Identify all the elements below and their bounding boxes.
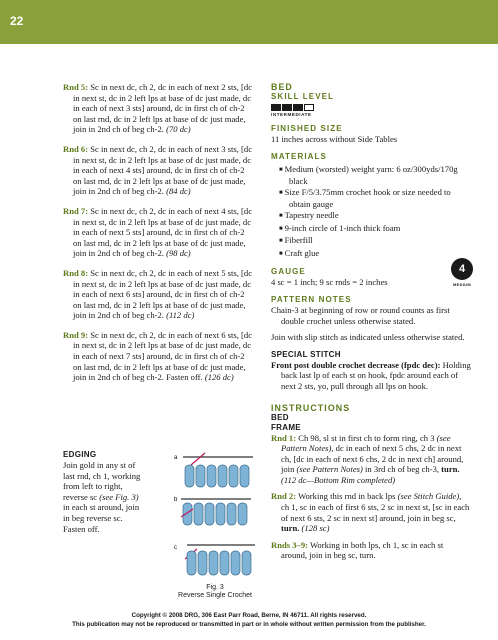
skill-level-text: INTERMEDIATE xyxy=(271,112,312,117)
round-text: Sc in next dc, ch 2, dc in each of next 3 sts, [dc in next st, dc in 2 left lps at base of dc just made, dc in each of next 4 sts] around, dc in first ch of ch-2 on last rnd, dc in 2 left lps at base of dc just made, join in 2nd ch of beg ch-2. xyxy=(73,143,253,197)
frame-subheading: FRAME xyxy=(271,422,301,432)
permission-line: This publication may not be reproduced or transmitted in part or in whole without written permission from the publisher. xyxy=(72,620,426,628)
skill-box-filled xyxy=(282,104,292,111)
round-label: Rnd 1: xyxy=(271,432,297,443)
copyright-footer xyxy=(0,612,498,629)
round-count: (98 dc) xyxy=(166,248,191,259)
round-text: Working this rnd in back lps xyxy=(296,491,398,502)
stitches-a xyxy=(185,465,249,487)
yarn-weight-icon: 4 xyxy=(451,258,473,280)
round-label: Rnd 8: xyxy=(63,267,89,278)
bed-title: BED xyxy=(271,82,293,92)
round-5 xyxy=(63,82,255,135)
skill-box-filled xyxy=(293,104,303,111)
figure-caption-sub: Reverse Single Crochet xyxy=(178,592,252,599)
round-count: (70 dc) xyxy=(166,124,191,135)
round-text: Sc in next dc, ch 2, dc in each of next 6 sts, [dc in next st, dc in 2 left lps at base of dc just made, dc in each of next 7 sts] around, dc in first ch of ch-2 on last rnd, dc in 2 left lps at base of dc just made, join in 2nd ch of beg ch-2. Fasten off. xyxy=(73,329,253,383)
special-stitch-name: Front post double crochet decrease (fpdc dec): xyxy=(271,359,441,370)
materials-list xyxy=(271,164,471,261)
round-text: Working in both lps, ch 1, sc in each st around, join in beg sc, turn. xyxy=(281,539,444,561)
special-stitch-desc: Holding back last lp of each st on hook, fpdc around each of next 2 sts, yo, pull through all lps on hook. xyxy=(281,359,471,391)
round-label: Rnd 7: xyxy=(63,205,89,216)
right-column xyxy=(271,82,471,570)
round-label: Rnd 9: xyxy=(63,329,89,340)
round-9 xyxy=(63,330,255,383)
list-item: ■ Craft glue xyxy=(271,248,471,261)
page-header-bar xyxy=(0,0,498,44)
skill-level-meter xyxy=(271,104,471,111)
edging-section xyxy=(63,450,143,534)
round-7 xyxy=(63,206,255,259)
finished-size-text: 11 inches across without Side Tables xyxy=(271,134,398,144)
special-stitch-heading: SPECIAL STITCH xyxy=(271,349,341,359)
round-count: (84 dc) xyxy=(166,186,191,197)
left-column xyxy=(63,82,255,392)
round-text: in 3rd ch of beg ch-3, xyxy=(362,464,442,475)
round-ref: (see Pattern Notes) xyxy=(281,432,451,454)
round-count: (112 dc) xyxy=(166,310,195,321)
pattern-notes-heading: PATTERN NOTES xyxy=(271,294,352,304)
edging-text xyxy=(63,460,143,534)
edging-text-b: in each st around, join in beg reverse sc. Fasten off. xyxy=(63,502,140,534)
round-label: Rnd 5: xyxy=(63,82,89,92)
round-text: , dc in each of next 5 chs, 2 dc in next ch, [dc in each of next 6 chs, 2 dc in next ch] around, join xyxy=(281,443,464,475)
stitches-b xyxy=(183,503,247,525)
special-stitch-text xyxy=(271,360,471,392)
round-text: Sc in next dc, ch 2, dc in each of next 5 sts, [dc in next st, dc in 2 left lps at base of dc just made, dc in each of next 6 sts] around, dc in first ch of ch-2 on last rnd, dc in 2 left lps at base of dc just made, join in 2nd ch of beg ch-2. xyxy=(73,267,253,321)
round-count: (128 sc) xyxy=(299,523,330,534)
fig-label-b: b xyxy=(174,497,178,503)
instructions-heading: INSTRUCTIONS xyxy=(271,402,351,413)
round-2 xyxy=(271,491,471,533)
skill-level-heading: SKILL LEVEL xyxy=(271,92,335,101)
round-count: (112 dc—Bottom Rim completed) xyxy=(281,474,396,485)
fig-label-c: c xyxy=(174,545,177,551)
figure-3-illustration xyxy=(173,451,257,586)
figure-caption xyxy=(160,584,270,600)
list-item: ■ Fiberfill xyxy=(271,235,471,248)
round-6 xyxy=(63,144,255,197)
round-turn: turn. xyxy=(441,464,460,475)
fig-label-a: a xyxy=(174,455,178,461)
list-item: ■ Tapestry needle xyxy=(271,210,471,223)
round-ref: (see Pattern Notes) xyxy=(296,464,363,475)
round-label: Rnds 3–9: xyxy=(271,539,309,550)
page-number: 22 xyxy=(10,14,24,28)
round-text: Ch 98, sl st in first ch to form ring, ch 3 xyxy=(296,432,437,443)
round-text: Sc in next dc, ch 2, dc in each of next 2 sts, [dc in next st, dc in 2 left lps at base of dc just made, dc in each of next 3 sts] around, dc in first ch of ch-2 on last rnd, dc in 2 left lps at base of dc just made, join in 2nd ch of beg ch-2. xyxy=(73,82,253,135)
figure-caption-title: Fig. 3 xyxy=(206,584,224,591)
edging-text-a: Join gold in any st of last rnd, ch 1, working from left to right, reverse sc xyxy=(63,460,141,502)
stitches-c xyxy=(187,551,251,575)
materials-heading: MATERIALS xyxy=(271,151,327,161)
round-text: Sc in next dc, ch 2, dc in each of next 4 sts, [dc in next st, dc in 2 left lps at base of dc just made, dc in each of next 5 sts] around, dc in first ch of ch-2 on last rnd, dc in 2 left lps at base of dc just made, join in 2nd ch of beg ch-2. xyxy=(73,205,253,259)
pattern-note: Join with slip stitch as indicated unless otherwise stated. xyxy=(271,332,465,343)
round-turn: turn. xyxy=(281,523,300,534)
yarn-weight-label: MEDIUM xyxy=(452,282,472,287)
round-text: , ch 1, sc in each of first 6 sts, 2 sc in next st, [sc in each of next 6 sts, 2 sc in next st] around, join in beg sc, xyxy=(281,491,470,523)
arrow xyxy=(191,453,205,465)
rounds-3-9 xyxy=(271,540,471,561)
pattern-note: Chain-3 at beginning of row or round counts as first double crochet unless otherwise stated. xyxy=(271,304,450,326)
skill-box-filled xyxy=(271,104,281,111)
gauge-heading: GAUGE xyxy=(271,267,306,277)
edging-fig-ref: (see Fig. 3) xyxy=(99,491,139,502)
round-ref: (see Stitch Guide) xyxy=(397,491,460,502)
round-label: Rnd 6: xyxy=(63,143,89,154)
list-item: ■ Size F/5/3.75mm crochet hook or size needed to obtain gauge xyxy=(271,187,471,210)
copyright-line: Copyright © 2008 DRG, 306 East Parr Road, Berne, IN 46711. All rights reserved. xyxy=(131,612,367,619)
crochet-diagram xyxy=(173,451,257,586)
bed-subheading: BED xyxy=(271,412,289,422)
round-8 xyxy=(63,268,255,321)
finished-size-heading: FINISHED SIZE xyxy=(271,124,343,133)
list-item: ■ Medium (worsted) weight yarn: 6 oz/300yds/170g black xyxy=(271,164,471,187)
list-item: ■ 9-inch circle of 1-inch thick foam xyxy=(271,223,471,236)
round-label: Rnd 2: xyxy=(271,491,297,502)
round-count: (126 dc) xyxy=(204,372,234,383)
gauge-text: 4 sc = 1 inch; 9 sc rnds = 2 inches xyxy=(271,277,388,288)
skill-box-empty xyxy=(304,104,314,111)
edging-heading: EDGING xyxy=(63,450,97,459)
round-1 xyxy=(271,433,471,486)
